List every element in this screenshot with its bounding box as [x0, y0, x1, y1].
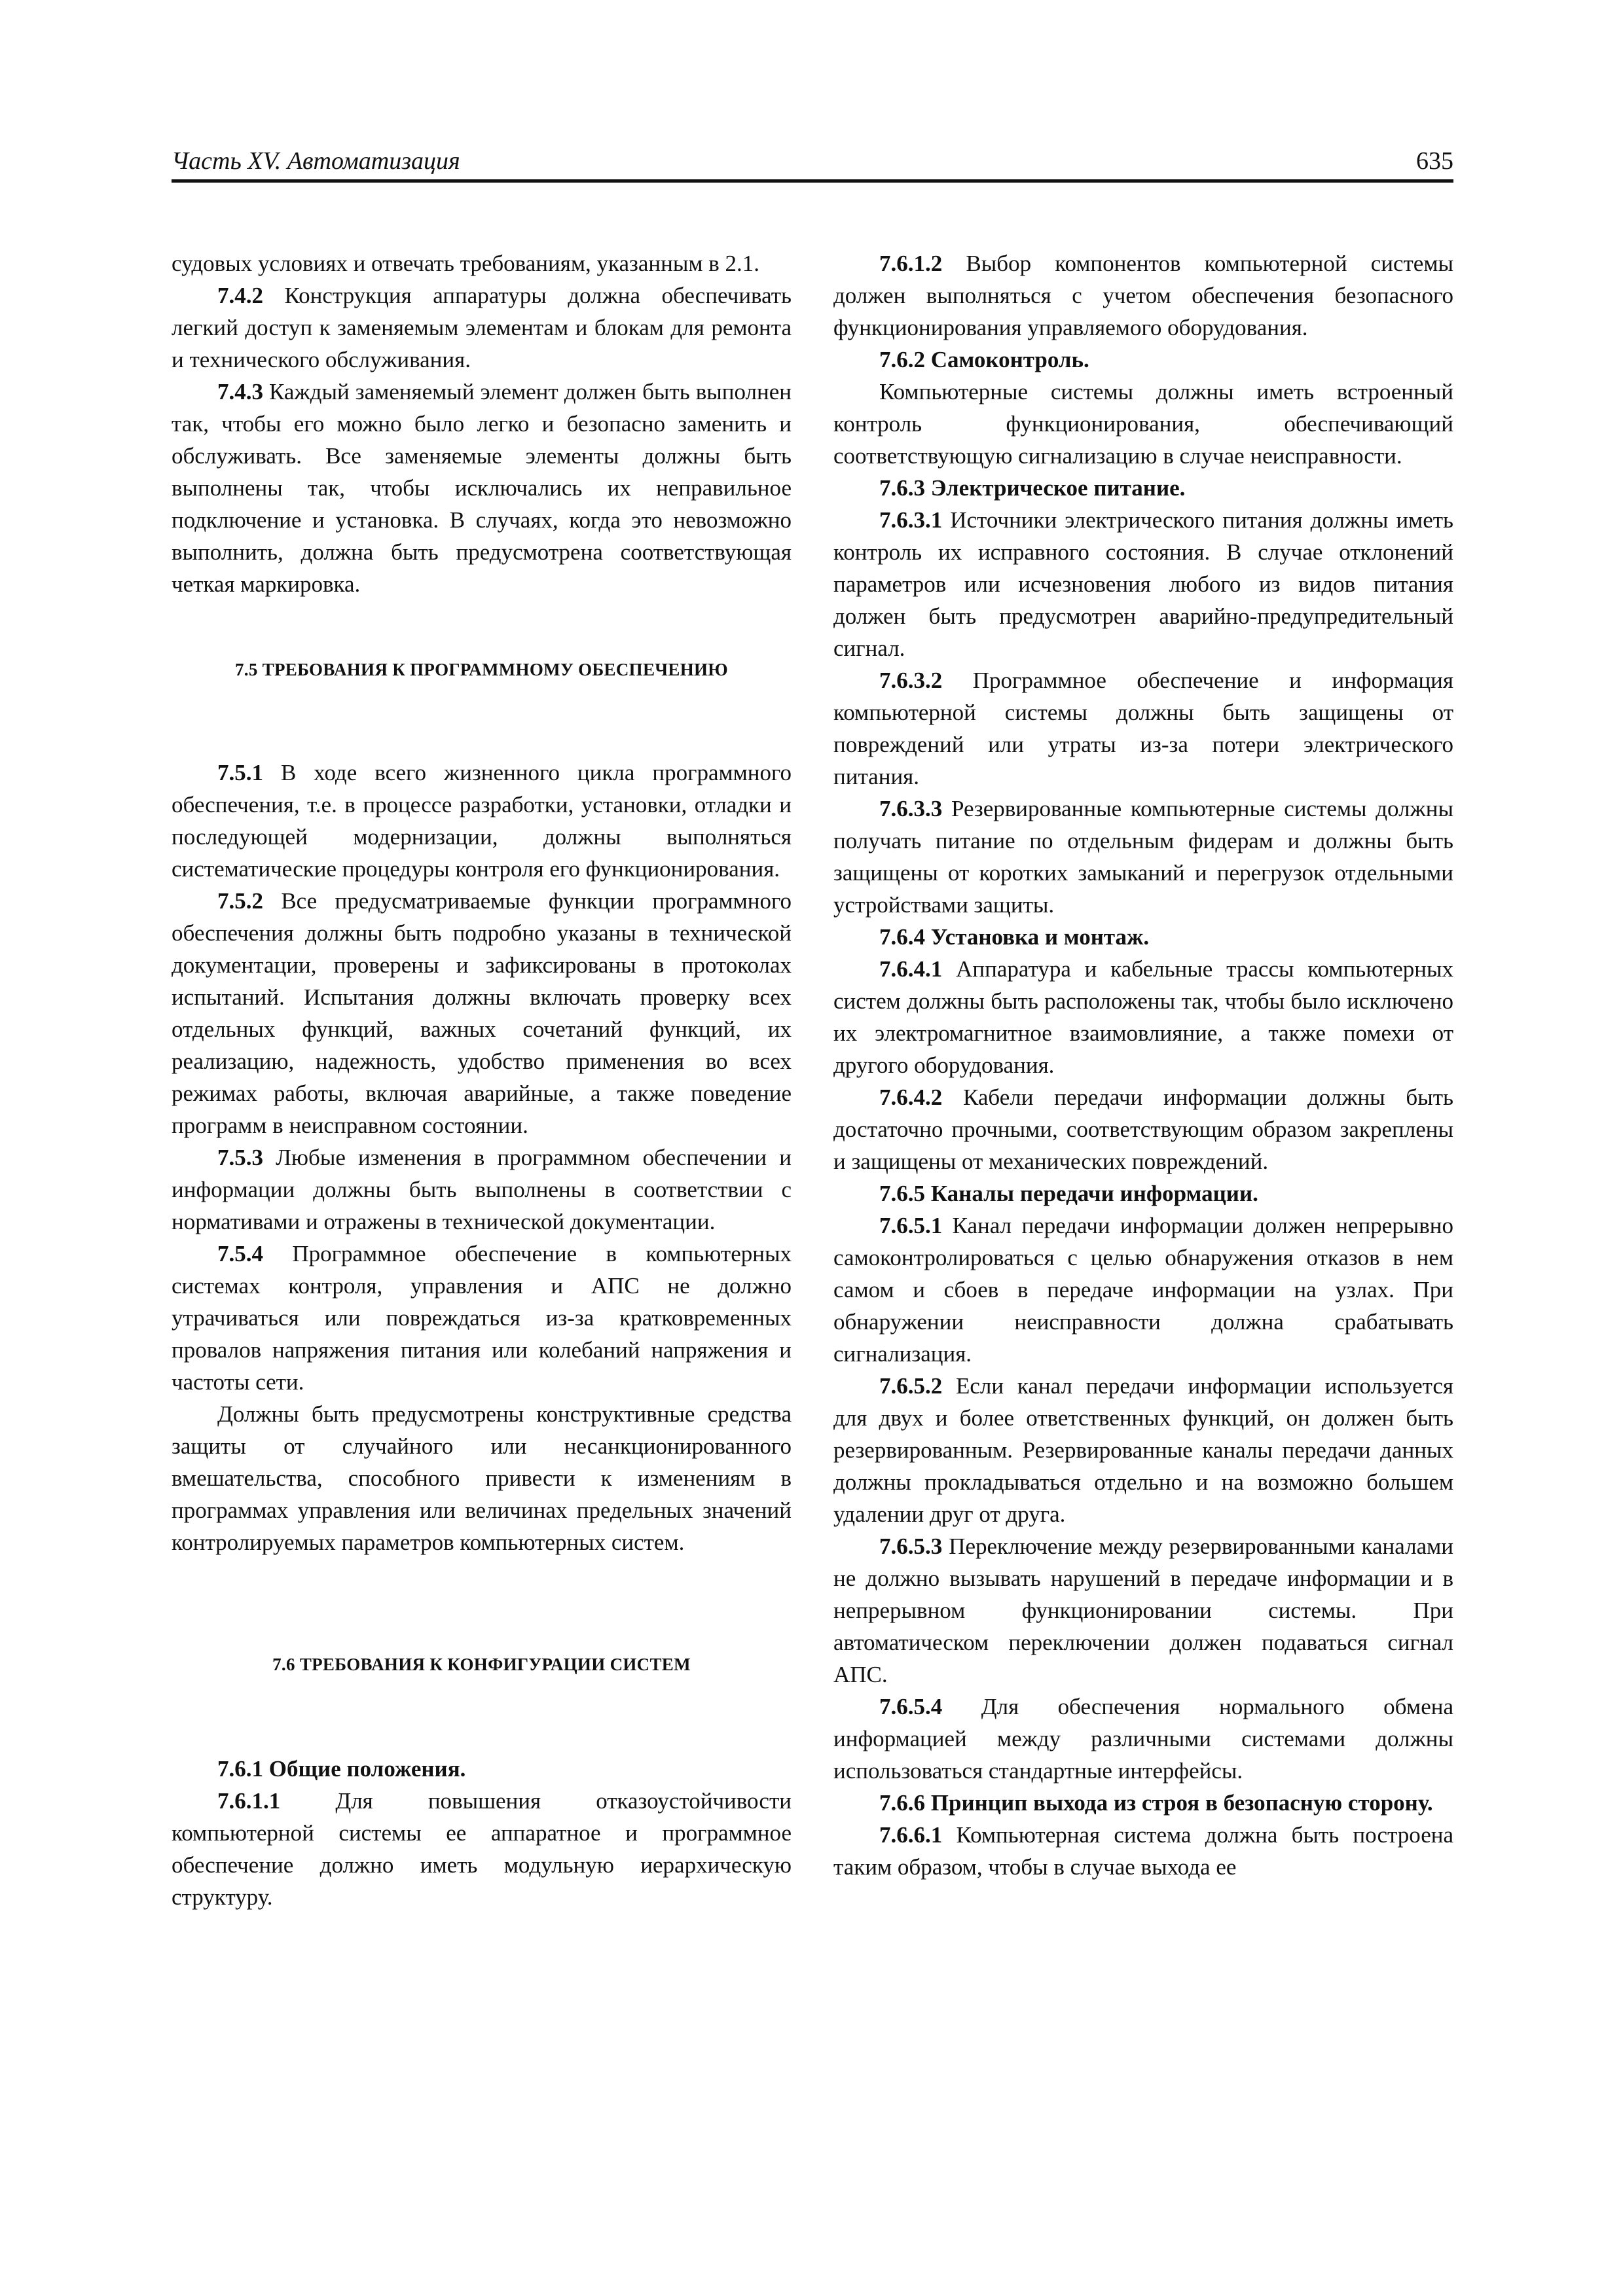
paragraph-7-5-2 [172, 885, 792, 1141]
paragraph-7-6-3-1 [833, 504, 1453, 664]
clause-text: Для повышения отказоустойчивости компьютерной системы ее аппаратное и программное обеспечение должно иметь модульную иерархическую структуру. [172, 1788, 792, 1910]
clause-text: Программное обеспечение в компьютерных системах контроля, управления и АПС не должно утрачиваться или повреждаться из-за кратковременных провалов напряжения питания или колебаний напряжения и частоты сети. [172, 1241, 792, 1395]
paragraph-7-4-3 [172, 376, 792, 600]
paragraph-7-5-4 [172, 1238, 792, 1398]
clause-number: 7.4.2 [217, 283, 263, 308]
clause-text: Компьютерная система должна быть построена таким образом, чтобы в случае выхода ее [833, 1822, 1453, 1880]
section-heading-7-5: 7.5 ТРЕБОВАНИЯ К ПРОГРАММНОМУ ОБЕСПЕЧЕНИЮ [234, 660, 729, 679]
running-title: Часть XV. Автоматизация [172, 147, 460, 175]
clause-number: 7.6.3.1 [879, 507, 943, 533]
clause-text: Любые изменения в программном обеспечении и информации должны быть выполнены в соответствии с нормативами и отражены в технической документации. [172, 1145, 792, 1234]
clause-text: Аппаратура и кабельные трассы компьютерных систем должны быть расположены так, чтобы было исключено их электромагнитное взаимовлияние, а также помехи от другого оборудования. [833, 956, 1453, 1078]
paragraph-7-5-3 [172, 1141, 792, 1238]
left-column [172, 247, 792, 1913]
clause-number: 7.4.3 [217, 379, 263, 404]
clause-number: 7.6.1.2 [879, 251, 943, 276]
subheading-7-6-3: 7.6.3 Электрическое питание. [879, 475, 1186, 501]
clause-text: Конструкция аппаратуры должна обеспечивать легкий доступ к заменяемым элементам и блокам для ремонта и технического обслуживания. [172, 283, 792, 372]
paragraph-7-5-4-continued: Должны быть предусмотрены конструктивные средства защиты от случайного или несанкционированного вмешательства, способного привести к изменениям в программах управления или величинах предельных значений контролируемых параметров компьютерных систем. [172, 1401, 792, 1555]
clause-text: Источники электрического питания должны иметь контроль их исправного состояния. В случае отклонений параметров или исчезновения любого из видов питания должен быть предусмотрен аварийно-предупредительный сигнал. [833, 507, 1453, 661]
clause-number: 7.6.3.3 [879, 796, 943, 821]
clause-text: Выбор компонентов компьютерной системы должен выполняться с учетом обеспечения безопасного функционирования управляемого оборудования. [833, 251, 1453, 340]
paragraph-7-6-4-1 [833, 953, 1453, 1081]
clause-text: Резервированные компьютерные системы должны получать питание по отдельным фидерам и должны быть защищены от коротких замыканий и перегрузок отдельными устройствами защиты. [833, 796, 1453, 918]
clause-number: 7.5.4 [217, 1241, 263, 1266]
clause-text: Для обеспечения нормального обмена информацией между различными системами должны использоваться стандартные интерфейсы. [833, 1694, 1453, 1784]
clause-number: 7.5.2 [217, 888, 263, 914]
subheading-7-6-4: 7.6.4 Установка и монтаж. [879, 924, 1150, 950]
clause-number: 7.6.1.1 [217, 1788, 281, 1814]
clause-text: Переключение между резервированными каналами не должно вызывать нарушений в передаче информации и в непрерывном функционировании системы. При автоматическом переключении должен подаваться сигнал АПС. [833, 1534, 1453, 1687]
clause-number: 7.6.5.2 [879, 1373, 943, 1399]
paragraph-7-6-5-2 [833, 1370, 1453, 1530]
clause-text: В ходе всего жизненного цикла программного обеспечения, т.е. в процессе разработки, установки, отладки и последующей модернизации, должны выполняться систематические процедуры контроля его функционирования. [172, 760, 792, 882]
paragraph-7-6-1-1 [172, 1785, 792, 1913]
paragraph-7-4-2 [172, 279, 792, 376]
paragraph-7-6-4-2 [833, 1081, 1453, 1177]
subheading-7-6-1: 7.6.1 Общие положения. [217, 1756, 466, 1782]
clause-number: 7.5.1 [217, 760, 263, 785]
clause-number: 7.5.3 [217, 1145, 263, 1170]
clause-number: 7.6.3.2 [879, 668, 943, 693]
subheading-7-6-5: 7.6.5 Каналы передачи информации. [879, 1181, 1258, 1206]
subheading-7-6-6: 7.6.6 Принцип выхода из строя в безопасную сторону. [879, 1790, 1433, 1816]
section-heading-7-6: 7.6 ТРЕБОВАНИЯ К КОНФИГУРАЦИИ СИСТЕМ [272, 1655, 691, 1674]
clause-text: Если канал передачи информации используется для двух и более ответственных функций, он должен быть резервированным. Резервированные каналы передачи данных должны прокладываться отдельно и на возможно большем удалении друг от друга. [833, 1373, 1453, 1527]
clause-number: 7.6.5.4 [879, 1694, 943, 1719]
clause-number: 7.6.4.1 [879, 956, 943, 982]
paragraph-7-6-3-3 [833, 793, 1453, 921]
paragraph-7-6-6-1 [833, 1819, 1453, 1883]
paragraph-7-6-1-2 [833, 247, 1453, 344]
clause-text: Все предусматриваемые функции программного обеспечения должны быть подробно указаны в технической документации, проверены и зафиксированы в протоколах испытаний. Испытания должны включать проверку всех отдельных функций, важных сочетаний функций, их реализацию, надежность, удобство применения во всех режимах работы, включая аварийные, а также поведение программ в неисправном состоянии. [172, 888, 792, 1138]
paragraph-7-6-3-2 [833, 664, 1453, 793]
paragraph-7-6-2: Компьютерные системы должны иметь встроенный контроль функционирования, обеспечивающий соответствующую сигнализацию в случае неисправности. [833, 379, 1453, 469]
right-column [833, 247, 1453, 1883]
paragraph-7-6-5-3 [833, 1530, 1453, 1691]
clause-text: Программное обеспечение и информация компьютерной системы должны быть защищены от повреждений или утраты из-за потери электрического питания. [833, 668, 1453, 789]
clause-number: 7.6.5.3 [879, 1534, 943, 1559]
clause-text: Каждый заменяемый элемент должен быть выполнен так, чтобы его можно было легко и безопасно заменить и обслуживать. Все заменяемые элементы должны быть выполнены так, чтобы исключались их неправильное подключение и установка. В случаях, когда это невозможно выполнить, должна быть предусмотрена соответствующая четкая маркировка. [172, 379, 792, 597]
subheading-7-6-2: 7.6.2 Самоконтроль. [879, 347, 1089, 372]
clause-text: Кабели передачи информации должны быть достаточно прочными, соответствующим образом закреплены и защищены от механических повреждений. [833, 1085, 1453, 1174]
clause-number: 7.6.4.2 [879, 1085, 943, 1110]
clause-text: Канал передачи информации должен непрерывно самоконтролироваться с целью обнаружения отказов в нем самом и сбоев в передаче информации на узлах. При обнаружении неисправности должна срабатывать сигнализация. [833, 1213, 1453, 1367]
page-number: 635 [1416, 147, 1453, 175]
paragraph-7-6-5-1 [833, 1210, 1453, 1370]
page-header [172, 143, 1453, 183]
clause-number: 7.6.5.1 [879, 1213, 943, 1238]
clause-number: 7.6.6.1 [879, 1822, 943, 1848]
paragraph-7-5-1 [172, 757, 792, 885]
paragraph-continuation: судовых условиях и отвечать требованиям, указанным в 2.1. [172, 251, 760, 276]
paragraph-7-6-5-4 [833, 1691, 1453, 1787]
